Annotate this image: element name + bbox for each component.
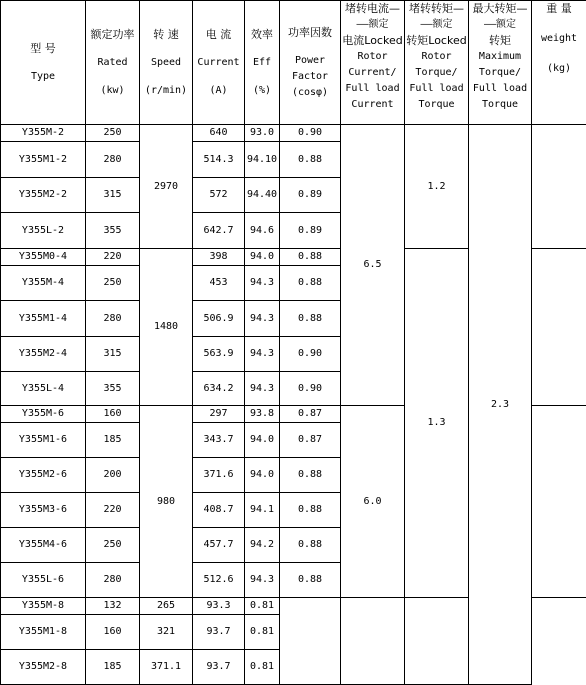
cell-eff: 94.2 xyxy=(245,528,280,563)
cell-power-factor: 0.88 xyxy=(280,493,341,528)
cell-power-factor: 0.88 xyxy=(280,142,341,178)
cell-type: Y355M2-8 xyxy=(1,650,86,685)
cell-type: Y355M2-2 xyxy=(1,178,86,213)
cell-eff: 93.7 xyxy=(193,615,245,650)
cell-rated-kw: 250 xyxy=(86,528,140,563)
cell-current: 297 xyxy=(193,406,245,423)
cell-locked-torque: 1.3 xyxy=(405,249,469,598)
cell-current: 640 xyxy=(193,125,245,142)
cell-power-factor: 0.88 xyxy=(280,458,341,493)
cell-eff: 94.40 xyxy=(245,178,280,213)
cell-current: 512.6 xyxy=(193,563,245,598)
cell-eff: 94.10 xyxy=(245,142,280,178)
cell-current: 572 xyxy=(193,178,245,213)
cell-eff: 94.0 xyxy=(245,458,280,493)
cell-power-factor: 0.87 xyxy=(280,406,341,423)
cell-rated-kw: 220 xyxy=(86,493,140,528)
cell-rated-kw: 355 xyxy=(86,213,140,249)
cell-power-factor: 0.89 xyxy=(280,213,341,249)
cell-eff: 94.3 xyxy=(245,563,280,598)
table-row xyxy=(1,125,586,142)
cell-power-factor: 0.81 xyxy=(245,650,280,685)
cell-current: 343.7 xyxy=(193,423,245,458)
cell-type: Y355M4-6 xyxy=(1,528,86,563)
cell-eff: 94.6 xyxy=(245,213,280,249)
cell-rated-kw: 280 xyxy=(86,563,140,598)
cell-rated-kw: 315 xyxy=(86,337,140,372)
cell-type: Y355M3-6 xyxy=(1,493,86,528)
cell-eff: 94.3 xyxy=(245,372,280,406)
cell-type: Y355M-4 xyxy=(1,266,86,301)
cell-rated-kw: 250 xyxy=(86,125,140,142)
cell-type: Y355M2-6 xyxy=(1,458,86,493)
cell-power-factor: 0.88 xyxy=(280,249,341,266)
cell-type: Y355M-6 xyxy=(1,406,86,423)
cell-eff: 94.3 xyxy=(245,301,280,337)
cell-rated-kw: 250 xyxy=(86,266,140,301)
cell-rated-kw: 200 xyxy=(86,458,140,493)
cell-type: Y355M1-4 xyxy=(1,301,86,337)
cell-current: 408.7 xyxy=(193,493,245,528)
header-row xyxy=(1,1,586,125)
cell-power-factor: 0.89 xyxy=(280,178,341,213)
cell-rated-kw: 160 xyxy=(86,406,140,423)
cell-rated-kw: 185 xyxy=(86,423,140,458)
cell-type: Y355M1-2 xyxy=(1,142,86,178)
cell-type: Y355L-6 xyxy=(1,563,86,598)
cell-eff: 94.1 xyxy=(245,493,280,528)
cell-locked-current xyxy=(280,598,341,685)
cell-current: 371.6 xyxy=(193,458,245,493)
cell-power-factor: 0.90 xyxy=(280,372,341,406)
cell-locked-current: 6.0 xyxy=(341,406,405,598)
cell-eff: 94.0 xyxy=(245,423,280,458)
cell-eff: 94.0 xyxy=(245,249,280,266)
cell-current: 634.2 xyxy=(193,372,245,406)
header-locked-current: 堵转电流— ——额定 电流Locked Rotor Current/ Full load Current xyxy=(341,1,405,125)
cell-power-factor: 0.90 xyxy=(280,125,341,142)
cell-speed: 1480 xyxy=(140,249,193,406)
cell-eff: 93.7 xyxy=(193,650,245,685)
cell-rated-kw: 132 xyxy=(86,598,140,615)
cell-weight xyxy=(532,406,586,598)
cell-type: Y355M-2 xyxy=(1,125,86,142)
cell-eff: 94.3 xyxy=(245,337,280,372)
cell-current: 514.3 xyxy=(193,142,245,178)
cell-locked-current: 6.5 xyxy=(341,125,405,406)
cell-current: 506.9 xyxy=(193,301,245,337)
cell-rated-kw: 160 xyxy=(86,615,140,650)
cell-rated-kw: 280 xyxy=(86,142,140,178)
cell-type: Y355M0-4 xyxy=(1,249,86,266)
cell-current: 457.7 xyxy=(193,528,245,563)
cell-power-factor: 0.88 xyxy=(280,528,341,563)
cell-power-factor: 0.90 xyxy=(280,337,341,372)
cell-rated-kw: 185 xyxy=(86,650,140,685)
cell-current: 563.9 xyxy=(193,337,245,372)
cell-type: Y355M2-4 xyxy=(1,337,86,372)
cell-locked-torque: 1.2 xyxy=(405,125,469,249)
cell-power-factor: 0.88 xyxy=(280,301,341,337)
header-power-factor: 功率因数 Power Factor (cosφ) xyxy=(280,1,341,125)
header-type: 型 号 Type xyxy=(1,1,86,125)
cell-rated-kw: 315 xyxy=(86,178,140,213)
cell-rated-kw: 220 xyxy=(86,249,140,266)
cell-type: Y355M-8 xyxy=(1,598,86,615)
cell-type: Y355M1-6 xyxy=(1,423,86,458)
cell-weight xyxy=(532,249,586,406)
cell-power-factor: 0.88 xyxy=(280,266,341,301)
cell-weight xyxy=(405,598,469,685)
cell-eff: 94.3 xyxy=(245,266,280,301)
cell-locked-torque xyxy=(341,598,405,685)
cell-current: 398 xyxy=(193,249,245,266)
cell-current: 371.1 xyxy=(140,650,193,685)
header-rated: 额定功率 Rated (kw) xyxy=(86,1,140,125)
header-max-torque: 最大转矩— ——额定 转矩 Maximum Torque/ Full load Torque xyxy=(469,1,532,125)
cell-max-torque: 2.3 xyxy=(469,125,532,685)
cell-speed: 980 xyxy=(140,406,193,598)
cell-current: 642.7 xyxy=(193,213,245,249)
cell-rated-kw: 280 xyxy=(86,301,140,337)
cell-power-factor: 0.81 xyxy=(245,615,280,650)
cell-current: 321 xyxy=(140,615,193,650)
cell-type: Y355M1-8 xyxy=(1,615,86,650)
cell-eff: 93.3 xyxy=(193,598,245,615)
header-speed: 转 速 Speed (r/min) xyxy=(140,1,193,125)
cell-speed: 2970 xyxy=(140,125,193,249)
cell-type: Y355L-4 xyxy=(1,372,86,406)
cell-eff: 93.8 xyxy=(245,406,280,423)
header-eff: 效率 Eff (%) xyxy=(245,1,280,125)
cell-weight xyxy=(532,125,586,249)
header-weight: 重 量 weight (kg) xyxy=(532,1,586,125)
header-locked-torque: 堵转转矩— ——额定 转矩Locked Rotor Torque/ Full load Torque xyxy=(405,1,469,125)
cell-rated-kw: 355 xyxy=(86,372,140,406)
cell-current: 453 xyxy=(193,266,245,301)
cell-power-factor: 0.88 xyxy=(280,563,341,598)
cell-current: 265 xyxy=(140,598,193,615)
cell-power-factor: 0.81 xyxy=(245,598,280,615)
cell-eff: 93.0 xyxy=(245,125,280,142)
header-current: 电 流 Current (A) xyxy=(193,1,245,125)
cell-power-factor: 0.87 xyxy=(280,423,341,458)
cell-type: Y355L-2 xyxy=(1,213,86,249)
